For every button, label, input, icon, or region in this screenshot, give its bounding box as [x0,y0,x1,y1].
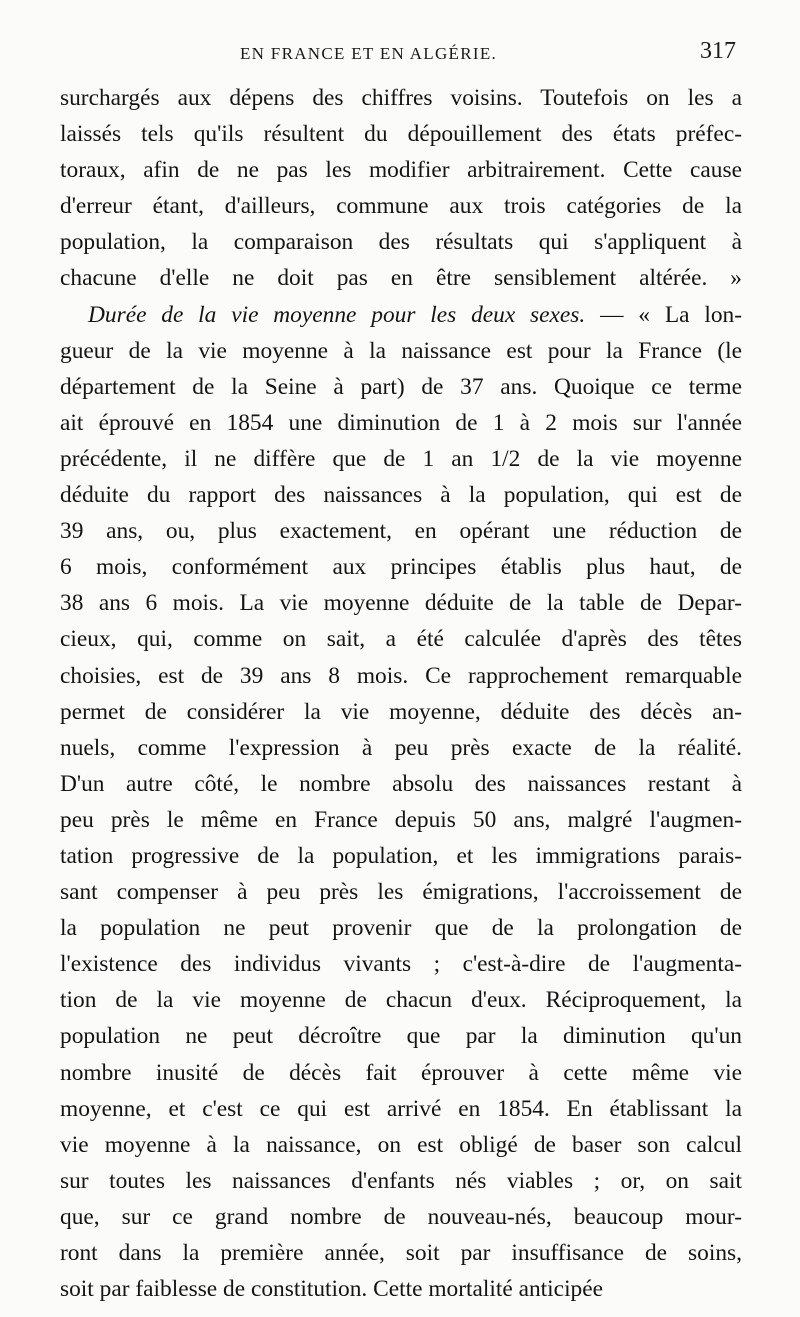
text-line: vie moyenne à la naissance, on est obligé de baser son calcul [60,1131,742,1158]
text-line: 39 ans, ou, plus exactement, en opérant une réduction de [60,518,742,545]
text-line: d'erreur étant, d'ailleurs, commune aux trois catégories de la [60,193,742,220]
text-line: tion de la vie moyenne de chacun d'eux. Réciproquement, la [60,987,742,1014]
text-line: que, sur ce grand nombre de nouveau-nés, beaucoup mour- [60,1203,742,1230]
text-line: chacune d'elle ne doit pas en être sensiblement altérée. » [60,265,742,292]
line-text: — « La lon- [585,301,743,328]
text-line: département de la Seine à part) de 37 ans. Quoique ce terme [60,373,742,400]
text-line: cieux, qui, comme on sait, a été calculée d'après des têtes [60,626,742,653]
running-header [0,38,800,70]
text-line: ront dans la première année, soit par insuffisance de soins, [60,1240,742,1266]
text-line: sur toutes les naissances d'enfants nés viables ; or, on sait [60,1167,742,1194]
text-line: nuels, comme l'expression à peu près exacte de la réalité. [60,734,742,761]
text-line: ait éprouvé en 1854 une diminution de 1 à 2 mois sur l'année [60,409,742,436]
text-line: D'un autre côté, le nombre absolu des naissances restant à [60,770,742,797]
running-title: EN FRANCE ET EN ALGÉRIE. [240,44,498,63]
text-line: 6 mois, conformément aux principes établis plus haut, de [60,554,742,581]
text-line: choisies, est de 39 ans 8 mois. Ce rapprochement remarquable [60,662,742,689]
text-line: surchargés aux dépens des chiffres voisins. Toutefois on les a [60,85,742,111]
text-line: l'existence des individus vivants ; c'est-à-dire de l'augmenta- [60,951,742,978]
text-line: précédente, il ne diffère que de 1 an 1/2 de la vie moyenne [60,445,742,472]
text-line: soit par faiblesse de constitution. Cette mortalité anticipée [60,1276,604,1303]
text-line: la population ne peut provenir que de la prolongation de [60,915,742,942]
text-line: permet de considérer la vie moyenne, déduite des décès an- [60,698,742,725]
section-heading: Durée de la vie moyenne pour les deux sexes. [88,301,586,328]
text-line: déduite du rapport des naissances à la population, qui est de [60,482,742,509]
text-line: moyenne, et c'est ce qui est arrivé en 1854. En établissant la [60,1095,742,1122]
text-line: population ne peut décroître que par la diminution qu'un [60,1023,742,1050]
text-line: nombre inusité de décès fait éprouver à cette même vie [60,1059,742,1086]
text-line: sant compenser à peu près les émigrations, l'accroissement de [60,879,742,906]
text-line: gueur de la vie moyenne à la naissance est pour la France (le [60,337,742,364]
text-line: tation progressive de la population, et les immigrations parais- [60,842,742,869]
text-line: population, la comparaison des résultats qui s'appliquent à [60,229,742,256]
text-line: laissés tels qu'ils résultent du dépouillement des états préfec- [60,121,742,148]
text-line: peu près le même en France depuis 50 ans, malgré l'augmen- [60,806,742,833]
text-line: 38 ans 6 mois. La vie moyenne déduite de la table de Depar- [60,590,742,617]
text-line [60,297,742,333]
body-text [60,80,742,1307]
text-line: toraux, afin de ne pas les modifier arbitrairement. Cette cause [60,157,742,184]
page-number: 317 [700,38,736,64]
